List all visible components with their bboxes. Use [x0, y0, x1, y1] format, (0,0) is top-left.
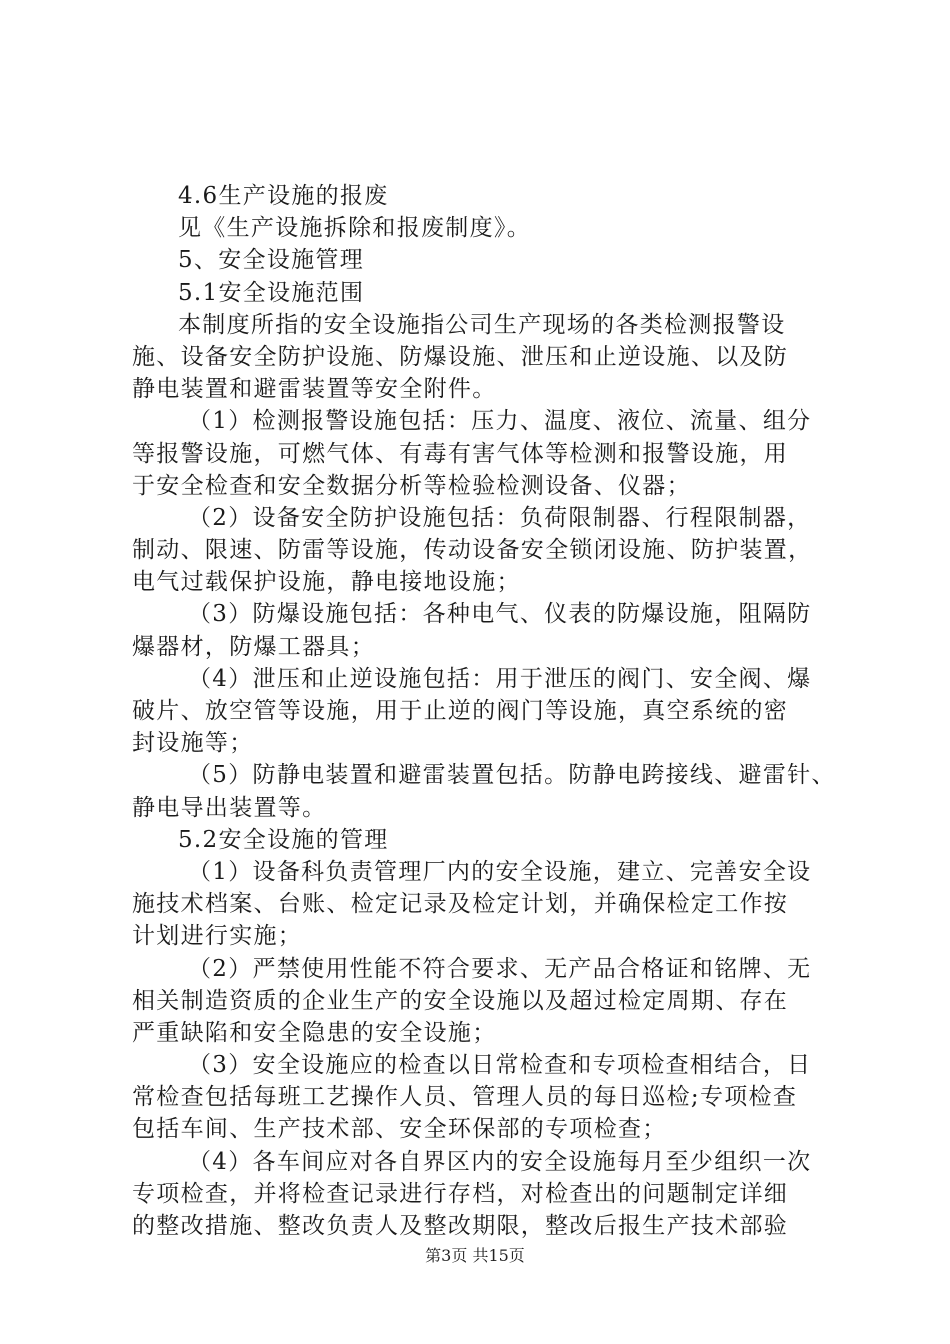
- text-line: （3）安全设施应的检查以日常检查和专项检查相结合，日: [188, 1052, 812, 1079]
- text-line: 施、设备安全防护设施、防爆设施、泄压和止逆设施、以及防: [132, 343, 789, 370]
- text-line: （4）各车间应对各自界区内的安全设施每月至少组织一次: [188, 1148, 812, 1175]
- text-line: （2）严禁使用性能不符合要求、无产品合格证和铭牌、无: [188, 955, 812, 982]
- text-line: 5、安全设施管理: [178, 247, 365, 274]
- text-line: 专项检查，并将检查记录进行存档，对检查出的问题制定详细: [132, 1180, 789, 1207]
- text-line: （4）泄压和止逆设施包括：用于泄压的阀门、安全阀、爆: [188, 665, 812, 692]
- text-line: 4.6生产设施的报废: [178, 183, 389, 209]
- text-line: 相关制造资质的企业生产的安全设施以及超过检定周期、存在: [132, 987, 789, 1014]
- text-line: 封设施等；: [132, 730, 254, 757]
- text-line: 爆器材，防爆工器具；: [132, 633, 375, 660]
- text-line: 静电导出装置等。: [132, 794, 327, 821]
- text-line: 见《生产设施拆除和报废制度》。: [178, 215, 531, 242]
- text-line: （3）防爆设施包括：各种电气、仪表的防爆设施，阻隔防: [188, 601, 812, 628]
- text-line: （1）设备科负责管理厂内的安全设施，建立、完善安全设: [188, 858, 812, 885]
- text-line: （5）防静电装置和避雷装置包括。防静电跨接线、避雷针、: [188, 762, 836, 789]
- text-line: 等报警设施，可燃气体、有毒有害气体等检测和报警设施，用: [132, 440, 789, 467]
- text-line: （1）检测报警设施包括：压力、温度、液位、流量、组分: [188, 408, 812, 435]
- text-line: 电气过载保护设施，静电接地设施；: [132, 569, 521, 596]
- document-body: [132, 180, 836, 1242]
- page-footer: 第3页 共15页: [425, 1246, 525, 1265]
- text-line: 破片、放空管等设施，用于止逆的阀门等设施，真空系统的密: [132, 698, 789, 724]
- text-line: 本制度所指的安全设施指公司生产现场的各类检测报警设: [178, 311, 786, 338]
- text-line: （2）设备安全防护设施包括：负荷限制器、行程限制器，: [188, 504, 812, 531]
- text-line: 制动、限速、防雷等设施，传动设备安全锁闭设施、防护装置，: [132, 537, 813, 564]
- text-line: 的整改措施、整改负责人及整改期限，整改后报生产技术部验: [132, 1213, 789, 1239]
- text-line: 施技术档案、台账、检定记录及检定计划，并确保检定工作按: [132, 891, 789, 918]
- text-line: 静电装置和避雷装置等安全附件。: [132, 376, 497, 403]
- text-line: 5.2安全设施的管理: [178, 826, 389, 853]
- text-line: 计划进行实施；: [132, 923, 303, 950]
- text-line: 5.1安全设施范围: [178, 279, 365, 306]
- text-line: 严重缺陷和安全隐患的安全设施；: [132, 1019, 497, 1046]
- text-line: 于安全检查和安全数据分析等检验检测设备、仪器；: [132, 472, 691, 499]
- text-line: 常检查包括每班工艺操作人员、管理人员的每日巡检;专项检查: [132, 1084, 798, 1111]
- text-line: 包括车间、生产技术部、安全环保部的专项检查；: [132, 1116, 667, 1143]
